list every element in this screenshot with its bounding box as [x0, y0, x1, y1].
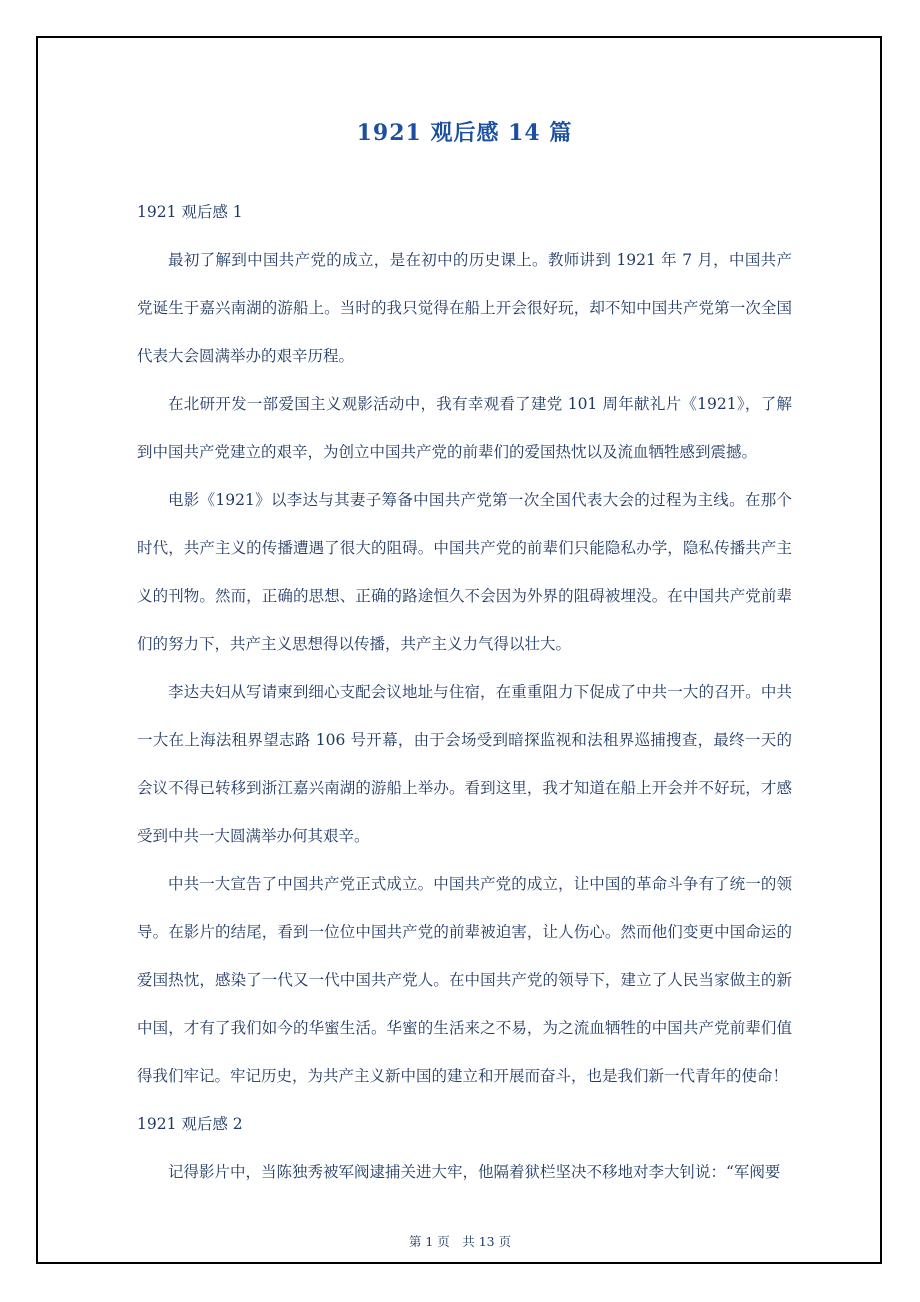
section-heading-1: 1921 观后感 1	[137, 203, 243, 221]
body-paragraph: 在北研开发一部爱国主义观影活动中，我有幸观看了建党 101 周年献礼片《1921》，了解到中国共产党建立的艰辛，为创立中国共产党的前辈们的爱国热忱以及流血牺牲感到震撼。	[137, 395, 792, 461]
section-heading-2: 1921 观后感 2	[137, 1115, 243, 1133]
body-paragraph: 记得影片中，当陈独秀被军阀逮捕关进大牢，他隔着狱栏坚决不移地对李大钊说：“军阀要	[168, 1163, 781, 1181]
body-paragraph: 中共一大宣告了中国共产党正式成立。中国共产党的成立，让中国的革命斗争有了统一的领导。在影片的结尾，看到一位位中国共产党的前辈被迫害，让人伤心。然而他们变更中国命运的爱国热忱，感染了一代又一代中国共产党人。在中国共产党的领导下，建立了人民当家做主的新中国，才有了我们如今的华蜜生活。华蜜的生活来之不易，为之流血牺牲的中国共产党前辈们值得我们牢记。牢记历史，为共产主义新中国的建立和开展而奋斗，也是我们新一代青年的使命！	[137, 875, 792, 1085]
page-footer: 第 1 页 共 13 页	[408, 1234, 512, 1249]
body-paragraph: 最初了解到中国共产党的成立，是在初中的历史课上。教师讲到 1921 年 7 月，中国共产党诞生于嘉兴南湖的游船上。当时的我只觉得在船上开会很好玩，却不知中国共产党第一次全国代表大会圆满举办的艰辛历程。	[137, 251, 792, 365]
body-paragraph: 电影《1921》以李达与其妻子筹备中国共产党第一次全国代表大会的过程为主线。在那个时代，共产主义的传播遭遇了很大的阻碍。中国共产党的前辈们只能隐私办学，隐私传播共产主义的刊物。然而，正确的思想、正确的路途恒久不会因为外界的阻碍被埋没。在中国共产党前辈们的努力下，共产主义思想得以传播，共产主义力气得以壮大。	[137, 491, 792, 653]
document-content	[137, 118, 792, 1196]
document-title: 1921 观后感 14 篇	[356, 120, 573, 146]
body-paragraph: 李达夫妇从写请柬到细心支配会议地址与住宿，在重重阻力下促成了中共一大的召开。中共一大在上海法租界望志路 106 号开幕，由于会场受到暗探监视和法租界巡捕搜查，最终一天的会议不得已转移到浙江嘉兴南湖的游船上举办。看到这里，我才知道在船上开会并不好玩，才感受到中共一大圆满举办何其艰辛。	[137, 683, 792, 845]
